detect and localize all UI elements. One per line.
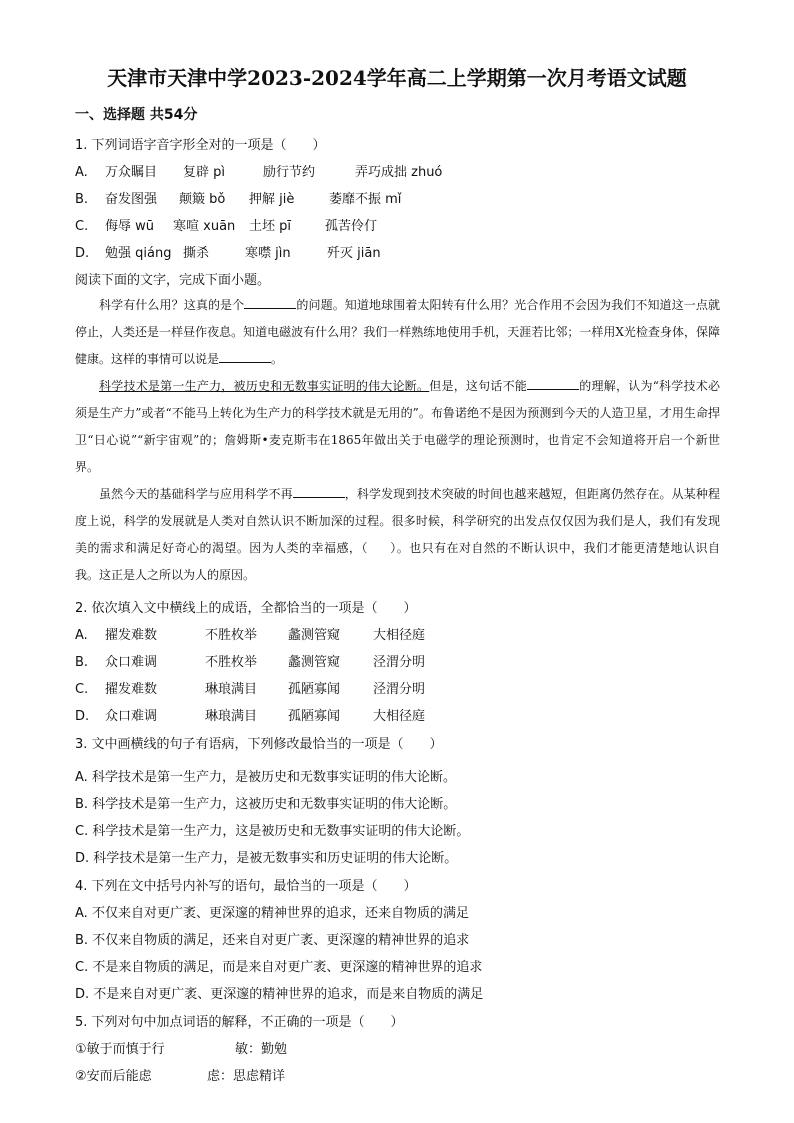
q2-option-a: A. 擢发难数 不胜枚举 蠡测管窥 大相径庭 — [75, 628, 426, 643]
q4-option-b: B. 不仅来自物质的满足，还来自对更广袤、更深邃的精神世界的追求 — [75, 933, 470, 948]
q4-option-a: A. 不仅来自对更广袤、更深邃的精神世界的追求，还来自物质的满足 — [75, 906, 469, 921]
passage-paragraph-1: 科学有什么用？这真的是个 的问题。知道地球围着太阳转有什么用？光合作用不会因为我们不知道这一点就停止，人类还是一样昼作夜息。知道电磁波有什么用？我们一样熟练地使用手机，天涯若比邻；一样用X光检查身体，保障健康。这样的事情可以说是 。 — [75, 298, 720, 366]
q3-stem: 3. 文中画横线的句子有语病，下列修改最恰当的一项是（ ） — [75, 737, 443, 752]
q1-option-d: D. 勉强 qiáng 撕杀 寒噤 jìn 歼灭 jiān — [75, 246, 381, 261]
q1-option-c: C. 侮辱 wū 寒喧 xuān 土坯 pī 孤苦伶仃 — [75, 219, 378, 234]
q1-stem: 1. 下列词语字音字形全对的一项是（ ） — [75, 138, 326, 153]
q5-item-1: ①敏于而慎于行 敏：勤勉 — [75, 1042, 288, 1057]
passage-paragraph-3: 虽然今天的基础科学与应用科学不再 ，科学发现到技术突破的时间也越来越短，但距离仍然存在。从某种程度上说，科学的发展就是人类对自然认识不断加深的过程。很多时候，科学研究的出发点仅仅因为我们是人，我们有发现美的需求和满足好奇心的渴望。因为人类的幸福感，（ ）。也只有在对自然的不断认识中，我们才能更清楚地认识自我。这正是人之所以为人的原因。 — [75, 487, 720, 582]
reading-passage — [75, 292, 720, 589]
q1-option-b: B. 奋发图强 颠簸 bǒ 押解 jiè 萎靡不振 mǐ — [75, 192, 402, 207]
q4-option-d: D. 不是来自对更广袤、更深邃的精神世界的追求，而是来自物质的满足 — [75, 987, 484, 1002]
passage-paragraph-2: 科学技术是第一生产力，被历史和无数事实证明的伟大论断。但是，这句话不能 的理解，认为“科学技术必须是生产力”或者“不能马上转化为生产力的科学技术就是无用的”。布鲁诺绝不是因为预测到今天的人造卫星，才用生命捍卫“日心说”“新宇宙观”的；詹姆斯•麦克斯韦在1865年做出关于电磁学的理论预测时，也肯定不会知道将开启一个新世界。 — [75, 379, 720, 474]
q4-stem: 4. 下列在文中括号内补写的语句，最恰当的一项是（ ） — [75, 879, 417, 894]
q4-option-c: C. 不是来自物质的满足，而是来自对更广袤、更深邃的精神世界的追求 — [75, 960, 483, 975]
q1-option-a: A. 万众瞩目 复辟 pì 励行节约 弄巧成拙 zhuó — [75, 165, 443, 180]
blank-4 — [293, 485, 345, 498]
q5-stem: 5. 下列对句中加点词语的解释，不正确的一项是（ ） — [75, 1015, 404, 1030]
blank-1 — [244, 296, 296, 309]
q3-option-b: B. 科学技术是第一生产力，这被历史和无数事实证明的伟大论断。 — [75, 797, 457, 812]
q5-item-2: ②安而后能虑 虑：思虑精详 — [75, 1069, 286, 1084]
underlined-sentence: 科学技术是第一生产力，被历史和无数事实证明的伟大论断。 — [99, 379, 430, 393]
q3-option-d: D. 科学技术是第一生产力，是被无数事实和历史证明的伟大论断。 — [75, 851, 458, 866]
q2-stem: 2. 依次填入文中横线上的成语，全都恰当的一项是（ ） — [75, 601, 417, 616]
q3-option-c: C. 科学技术是第一生产力，这是被历史和无数事实证明的伟大论断。 — [75, 824, 470, 839]
blank-3 — [527, 377, 579, 390]
blank-2 — [219, 350, 271, 363]
section-heading: 一、选择题 共54分 — [75, 107, 198, 123]
q2-option-d: D. 众口难调 琳琅满目 孤陋寡闻 大相径庭 — [75, 709, 426, 724]
q2-option-c: C. 擢发难数 琳琅满目 孤陋寡闻 泾渭分明 — [75, 682, 426, 697]
reading-prompt: 阅读下面的文字，完成下面小题。 — [75, 273, 271, 288]
q2-option-b: B. 众口难调 不胜枚举 蠡测管窥 泾渭分明 — [75, 655, 426, 670]
q3-option-a: A. 科学技术是第一生产力，是被历史和无数事实证明的伟大论断。 — [75, 770, 456, 785]
page-title: 天津市天津中学2023-2024学年高二上学期第一次月考语文试题 — [107, 66, 687, 90]
